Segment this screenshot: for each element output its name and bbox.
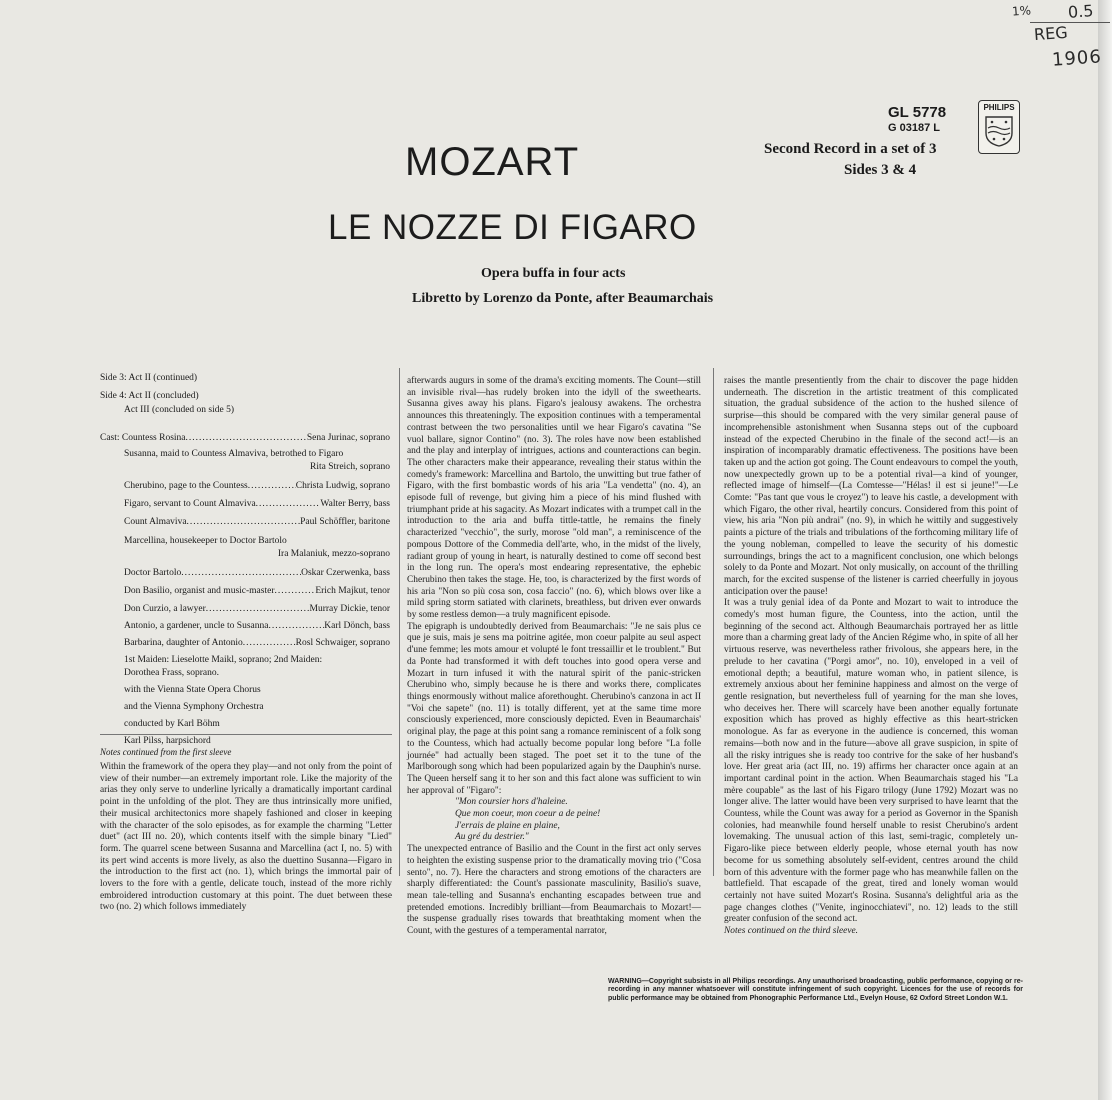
quote-line: Que mon coeur, mon coeur a de peine! [455, 809, 601, 820]
handwritten-note-a: 1% [1011, 3, 1032, 19]
column-divider-2 [713, 368, 714, 876]
cast-row [124, 603, 390, 615]
quote-line: "Mon coursier hors d'haleine. [455, 797, 568, 808]
notes-intro: Notes continued from the first sleeve [100, 747, 232, 757]
cast-row [124, 620, 390, 632]
cast-row [124, 480, 390, 492]
cast-maidens: 1st Maiden: Lieselotte Maikl, soprano; 2nd Maiden: [124, 655, 323, 665]
side-4-info: Side 4: Act II (concluded) [100, 391, 199, 401]
cast-row [100, 432, 390, 444]
set-info: Second Record in a set of 3 [764, 141, 937, 157]
cast-role: Cherubino, page to the Countess [124, 481, 248, 491]
chorus-credit: with the Vienna State Opera Chorus [124, 685, 261, 695]
harpsichord-credit: Karl Pilss, harpsichord [124, 736, 211, 746]
notes-column-2 [407, 376, 701, 938]
copyright-warning: WARNING—Copyright subsists in all Philips recordings. Any unauthorised broadcasting, public performance, copying or re-recording in any manner whatsoever will constitute infringement of such copyright. Licences for the use of records for public performance may be obtained from Phonographic Performance Ltd., Evelyn House, 62 Oxford Street London W.1. [608, 978, 1023, 1002]
paragraph: afterwards augurs in some of the drama's exciting moments. The Count—still an invisible rival—has rudely broken into the idyll of the sweethearts. Susanna gives away his plans. Figaro's jealousy awakens. The orchestra announces this threateningly. The exposition continues with a temperamental contrast between the two personalities until we hear Figaro's cavatina "Se vuol ballare, signor Contino" (no. 3). The roles have now been established and the play and interplay of intrigues, actions and counteractions can begin. The other characters make their appearance, revealing their status within the comedy's framework: Marcellina and Bartolo, the unwitting but true father of Figaro, with the first bombastic words of his aria "La vendetta" (no. 4), an episode full of revenge, but giving him a piece of his mind flushed with triumphant pride at his sagacity. As Mozart indicates with a trumpet call in the introduction to the aria and buffa tittle-tattle, he remains the finely characterized "vecchio", the surly, morose "old man", a reminiscence of the pompous Dottore of the Commedia dell'arte, who, in the midst of the lively, radiant group of young in heart, is naturally destined to come off second best in the long run. The opera's most endearing representative, the ephebic Cherubino then takes the stage. He, too, is characterized by the first words of his aria "Non so più cosa son, cosa faccio" (no. 6), which blows over like a mild spring storm satiated with clarinets, breathless, but driven ever onwards by some restless demon—a truly magnificent episode. [407, 376, 701, 621]
cast-singer: Oskar Czerwenka, bass [301, 568, 390, 578]
libretto-credit: Libretto by Lorenzo da Ponte, after Beaumarchais [412, 291, 714, 306]
opera-title: LE NOZZE DI FIGARO [328, 208, 697, 247]
paragraph: It was a truly genial idea of da Ponte and Mozart to wait to introduce the comedy's most human figure, the Countess, into the action, until the beginning of the second act. Although Beaumarchais portrayed her as little more than a charming great lady of the Ancien Régime who, in spite of all her virtuous reserve, was nevertheless rather frivolous, she appears here, in the prelude to her cavatina ("Porgi amor", no. 10), enveloped in a veil of emotional depth; a beautiful, mature woman who, in patient silence, is extremely anxious about her feminine happiness and almost on the verge of gentle resignation, but nevertheless full of yearning for the man she loves, who deceives her. There will scarcely have been another equally fortunate exposition which has proved as highly effective as this heart-stricken monologue. As far as everyone in the audience is concerned, this woman remains—both now and in the future—above all grave suspicion, in spite of all the risky intrigues she is ready too contrive for the sake of her husband's love. Her great aria (act III, no. 19) affirms her character once again at an important cardinal point in the action. When Beaumarchais staged his "La mère coupable" as the last of his Figaro trilogy (June 1792) Mozart was no longer alive. The latter would have been very surprised to have learnt that the Countess, while the Count was away for a period as Governor in the Spanish colonies, had meanwhile found herself unable to resist Cherubino's ardent lovemaking. The unusual action of this last, semi-tragic, completely un-Figaro-like piece between elderly people, whose eternal youth has now become for us something absolutely self-evident, centres around the child born of this adventure with the former page who has meanwhile fallen on the battlefield. That escapade of the great, tired and lonely woman would certainly not have suited Mozart's Rosina. Susanna's delightful aria as the page changes clothes ("Venite, inginocchiatevi", no. 12) leads to the still greater confusion of the second act. [724, 598, 1018, 925]
column-divider-1 [399, 368, 400, 876]
cast-role: Antonio, a gardener, uncle to Susanna [124, 621, 269, 631]
cast-role: Barbarina, daughter of Antonio [124, 638, 243, 648]
catalog-number-alt: G 03187 L [888, 122, 940, 134]
cast-label: Cast: [100, 433, 120, 443]
quote-line: J'errais de plaine en plaine, [455, 820, 560, 831]
side-4-info-cont: Act III (concluded on side 5) [124, 405, 235, 415]
cast-singer: Erich Majkut, tenor [315, 586, 390, 596]
cast-singer: Paul Schöffler, baritone [300, 517, 390, 527]
paragraph: Within the framework of the opera they play—and not only from the point of view of their number—an extremely important role. Like the majority of the arias they only serve to underline lyrically a dramatically important cardinal point in the unfolding of the plot. They are thus intrinsically more unified, their musical architectonics more shapely fashioned and closer in keeping with the character of the solo episodes, as for example the charming "Letter duet" (act III no. 20), which contents itself with the simple binary "Lied" form. The quarrel scene between Susanna and Marcellina (act I, no. 5) with its pert wind accents is more lively, as also the duettino Susanna—Figaro in the introduction to the first act (no. 1), which brings the immortal pair of lovers to the fore with a gentle, delicate touch, instead of the more richly embroidered introduction customary at this point. The duet between these two (no. 2) which follows immediately [100, 762, 392, 913]
cast-singer: Ira Malaniuk, mezzo-soprano [277, 549, 390, 559]
cast-maidens-cont: Dorothea Frass, soprano. [124, 668, 219, 678]
handwritten-note-c: REG [1033, 22, 1069, 45]
cast-row [124, 637, 390, 649]
cast-role: Doctor Bartolo [124, 568, 182, 578]
side-3-info: Side 3: Act II (continued) [100, 373, 198, 383]
philips-shield-icon [983, 115, 1015, 147]
cast-role: Countess Rosina [121, 433, 186, 443]
cast-singer: Murray Dickie, tenor [309, 604, 390, 614]
cast-singer: Sena Jurinac, soprano [306, 433, 390, 443]
paragraph: The unexpected entrance of Basilio and the Count in the first act only serves to heighten the existing suspense prior to the dramatically moving trio ("Cosa sento", no. 7). Here the characters and strong emotions of the characters are sharply differentiated: the Count's passionate masculinity, Basilio's suave, mean tale-telling and Susanna's enchanting escapades between true and pretended emotions. Incredibly brilliant—from Beaumarchais to Mozart!—the suspense gradually rises towards that breathtaking moment when the Count, with the gestures of a temperamental narrator, [407, 844, 701, 937]
cast-row [124, 516, 390, 528]
notes-continued: Notes continued on the third sleeve. [724, 926, 858, 937]
notes-column-3 [724, 376, 1018, 938]
cast-role: Figaro, servant to Count Almaviva [124, 499, 256, 509]
logo-text: PHILIPS [983, 103, 1015, 112]
catalog-number: GL 5778 [888, 104, 947, 121]
cast-row [124, 585, 390, 597]
notes-column-1 [100, 762, 392, 914]
philips-logo [978, 100, 1020, 154]
handwritten-note-b: 0.5 [1067, 1, 1095, 22]
cast-singer: Rita Streich, soprano [310, 462, 390, 472]
cast-role: Don Curzio, a lawyer [124, 604, 206, 614]
cast-singer: Karl Dönch, bass [324, 621, 390, 631]
paragraph: The epigraph is undoubtedly derived from Beaumarchais: "Je ne sais plus ce que je suis, mais je sens ma poitrine agitée, mon coeur palpite au seul aspect d'une femme; les mots amour et volupté le font tressaillir et le troublent." But da Ponte had transformed it with deft touches into good opera verse and Mozart in turn infused it with the natural spirit of the panic-stricken Cherubino who, simply because he is there and works there, complicates things enormously without malice aforethought. Cherubino's canzona in act II "Voi che sapete" (no. 11) is totally different, yet at the same time more consciously experienced, more consciously depicted. Even in Beaumarchais' original play, the page at this point sang a romance reminiscent of a folk song to the Countess, which had actually become popular long before "La folle journée" had actually been staged. The poet set it to the tune of the Marlborough song which had been popularized again by the Dauphin's nurse. The Queen herself sang it to her son and this fact alone was sufficient to win her approval of "Figaro": [407, 621, 701, 796]
cast-role: Don Basilio, organist and music-master [124, 586, 275, 596]
paragraph: raises the mantle presentiently from the chair to discover the page hidden underneath. The discretion in the artistic treatment of this complicated situation, the gradual subsidence of the action to the hushed silence of surprise—this should be compared with the very similar general pause of incomprehensible astonishment when Susanna steps out of the cupboard instead of the expected Cherubino in the finale of the second act!—is an inspiration of incomparably dramatic effectiveness. The positions have been taken up and the action got going. The Count endeavours to compel the youth, now unexpectedly grown up to be a potential rival—a kind of younger, reflected image of himself—(La Comtesse—"Hélas! il est si jeune!"—Le Comte: "Pas tant que vous le croyez") to leave his castle, a development with which Figaro, the other rival, heartily concurs. Considered from this point of view, his aria "Non più andrai" (no. 9), in which he wittily and suggestively paints a picture of the trials and tribulations of the forthcoming military life of the young nobleman, compelled to leave the security of his domestic surroundings, brings the act to a magnificent conclusion, one which belongs solely to da Ponte and Mozart. Not only musically, on account of the thrilling march, for the excited suspense of the listener is carried cheerfully in joyous anticipation over the pause! [724, 376, 1018, 597]
opera-genre: Opera buffa in four acts [481, 266, 626, 281]
cast-role: Susanna, maid to Countess Almaviva, betrothed to Figaro [124, 449, 344, 459]
quote-line: Au gré du destrier." [455, 832, 529, 843]
cast-row [124, 498, 390, 510]
composer-title: MOZART [405, 140, 580, 184]
cast-singer: Walter Berry, bass [320, 499, 390, 509]
conductor-credit: conducted by Karl Böhm [124, 719, 220, 729]
cast-singer: Rosl Schwaiger, soprano [295, 638, 390, 648]
handwritten-underline [1030, 22, 1110, 23]
cast-row [124, 567, 390, 579]
cast-role: Count Almaviva [124, 517, 187, 527]
sides-info: Sides 3 & 4 [844, 162, 917, 178]
cast-singer: Christa Ludwig, soprano [295, 481, 390, 491]
page-edge [1098, 0, 1112, 1100]
cast-role: Marcellina, housekeeper to Doctor Bartolo [124, 536, 287, 546]
orchestra-credit: and the Vienna Symphony Orchestra [124, 702, 264, 712]
handwritten-note-d: 1906 [1051, 46, 1103, 71]
